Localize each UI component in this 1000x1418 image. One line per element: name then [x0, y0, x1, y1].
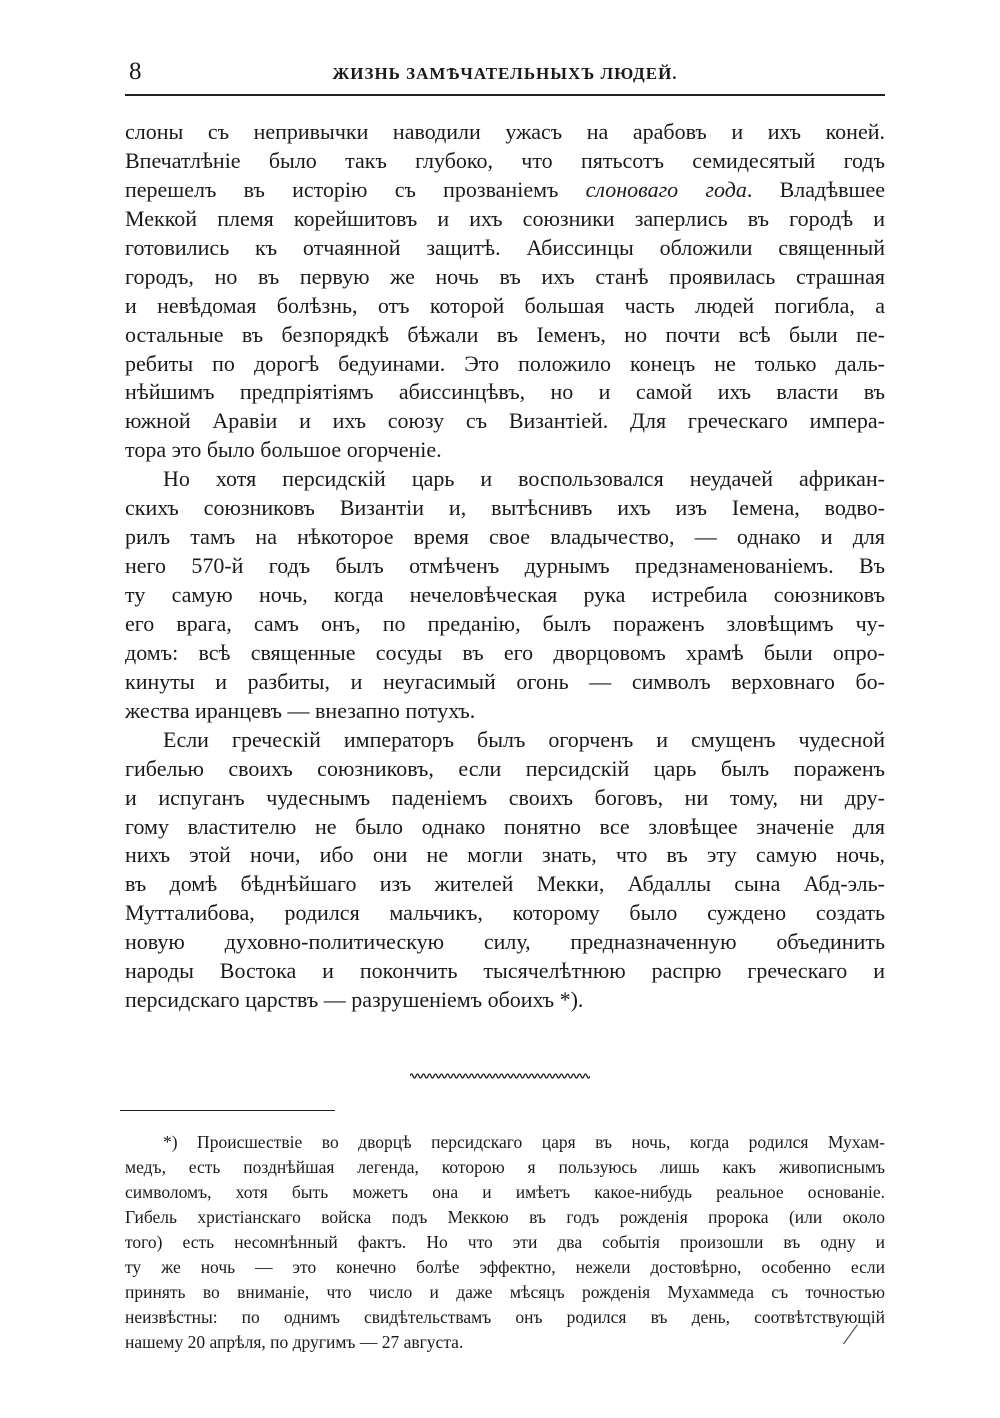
- text-segment: персидскаго царствъ — разрушеніемъ обоихъ *).: [125, 987, 584, 1013]
- text-segment: гому властителю не было однако понятно все зловѣщее значеніе для: [125, 813, 885, 839]
- main-text: [125, 118, 885, 1015]
- text-line: [125, 1230, 885, 1255]
- text-line: [125, 118, 885, 147]
- text-line: [125, 581, 885, 610]
- text-line: [125, 1180, 885, 1205]
- text-segment: символомъ, хотя быть можетъ она и имѣетъ какое-нибудь реальное основаніе.: [125, 1182, 885, 1202]
- text-line: [125, 899, 885, 928]
- text-segment: ребиты по дорогѣ бедуинами. Это положило конецъ не только даль-: [125, 350, 885, 376]
- text-segment: городъ, но въ первую же ночь въ ихъ станѣ проявилась страшная: [125, 263, 885, 289]
- text-segment: остальные въ безпорядкѣ бѣжали въ Іеменъ, но почти всѣ были пе-: [125, 321, 885, 347]
- text-segment: и испуганъ чудеснымъ паденіемъ своихъ боговъ, ни тому, ни дру-: [125, 784, 885, 810]
- text-segment: Но хотя персидскій царь и воспользовался неудачей африкан-: [163, 466, 885, 492]
- text-line: [125, 841, 885, 870]
- text-segment: медъ, есть позднѣйшая легенда, которою я пользуюсь лишь какъ живописнымъ: [125, 1157, 885, 1177]
- text-line: [125, 1255, 885, 1280]
- text-segment: жества иранцевъ — внезапно потухъ.: [125, 697, 476, 723]
- text-line: [125, 147, 885, 176]
- text-line: [125, 726, 885, 755]
- text-segment: новую духовно-политическую силу, предназначенную объединить: [125, 929, 885, 955]
- text-line: [125, 784, 885, 813]
- footnote-paragraph: [125, 1130, 885, 1355]
- running-title: ЖИЗНЬ ЗАМѢЧАТЕЛЬНЫХЪ ЛЮДЕЙ.: [332, 64, 678, 83]
- text-segment: народы Востока и покончить тысячелѣтнюю распрю греческаго и: [125, 958, 885, 984]
- text-segment: нихъ этой ночи, ибо они не могли знать, что въ эту самую ночь,: [125, 842, 885, 868]
- text-line: [125, 610, 885, 639]
- text-segment: скихъ союзниковъ Византіи и, вытѣснивъ ихъ изъ Іемена, водво-: [125, 495, 885, 521]
- text-segment: принять во вниманіе, что число и даже мѣсяцъ рожденія Мухаммеда съ точностью: [125, 1282, 885, 1302]
- text-segment: *) Происшествіе во дворцѣ персидскаго царя въ ночь, когда родился Мухам-: [163, 1132, 885, 1152]
- text-line: [125, 668, 885, 697]
- text-line: [125, 465, 885, 494]
- text-line: [125, 494, 885, 523]
- text-segment: того) есть несомнѣнный фактъ. Но что эти два событія произошли въ одну и: [125, 1232, 885, 1252]
- text-segment: рилъ тамъ на нѣкоторое время свое владычество, — однако и для: [125, 524, 885, 550]
- text-segment: тора это было большое огорченіе.: [125, 437, 442, 463]
- text-line: [125, 1155, 885, 1180]
- text-line: [125, 813, 885, 842]
- text-line: [125, 436, 885, 465]
- text-line: [125, 697, 885, 726]
- text-segment: нѣйшимъ предпріятіямъ абиссинцѣвъ, но и самой ихъ власти въ: [125, 379, 885, 405]
- text-line: [125, 176, 885, 205]
- italic-phrase: слоноваго года: [585, 176, 747, 202]
- text-line: [125, 870, 885, 899]
- text-line: [125, 350, 885, 379]
- text-line: [125, 1205, 885, 1230]
- text-line: [125, 205, 885, 234]
- text-line: [125, 755, 885, 784]
- text-segment: перешелъ въ исторію съ прозваніемъ: [125, 176, 586, 202]
- paragraph: [125, 465, 885, 725]
- text-segment: Впечатлѣніе было такъ глубоко, что пятьсотъ семидесятый годъ: [125, 147, 885, 173]
- running-header: [125, 58, 885, 96]
- text-segment: . Владѣвшее: [746, 176, 886, 202]
- text-line: [125, 639, 885, 668]
- text-segment: Мутталибова, родился мальчикъ, которому было суждено создать: [125, 900, 885, 926]
- text-segment: слоны съ непривычки наводили ужасъ на арабовъ и ихъ коней.: [125, 119, 885, 144]
- text-line: [125, 957, 885, 986]
- text-line: [125, 1130, 885, 1155]
- text-segment: южной Аравіи и ихъ союзу съ Византіей. Для греческаго импера-: [125, 408, 885, 434]
- text-line: [125, 986, 885, 1015]
- page-number: 8: [129, 58, 142, 85]
- text-line: [125, 1280, 885, 1305]
- text-line: [125, 1305, 885, 1330]
- text-segment: его врага, самъ онъ, по преданію, былъ пораженъ зловѣщимъ чу-: [125, 610, 885, 636]
- margin-pencil-mark: ⁄: [848, 1318, 854, 1351]
- text-segment: Если греческій императоръ былъ огорченъ и смущенъ чудесной: [163, 726, 885, 752]
- ornament-divider: [410, 1068, 590, 1084]
- text-segment: кинуты и разбиты, и неугасимый огонь — символъ верховнаго бо-: [125, 668, 885, 694]
- text-segment: нашему 20 апрѣля, по другимъ — 27 августа.: [125, 1332, 464, 1352]
- text-line: [125, 378, 885, 407]
- text-segment: ту самую ночь, когда нечеловѣческая рука истребила союзниковъ: [125, 582, 885, 607]
- text-line: [125, 321, 885, 350]
- text-line: [125, 1330, 885, 1355]
- text-segment: въ домѣ бѣднѣйшаго изъ жителей Мекки, Абдаллы сына Абд-эль-: [125, 871, 885, 897]
- text-segment: него 570-й годъ былъ отмѣченъ дурнымъ предзнаменованіемъ. Въ: [125, 553, 885, 579]
- text-line: [125, 552, 885, 581]
- text-segment: и невѣдомая болѣзнь, отъ которой большая часть людей погибла, а: [125, 292, 885, 318]
- text-line: [125, 292, 885, 321]
- paragraph: [125, 726, 885, 1015]
- text-segment: Меккой племя корейшитовъ и ихъ союзники заперлись въ городѣ и: [125, 205, 885, 231]
- text-segment: гибелью своихъ союзниковъ, если персидскій царь былъ пораженъ: [125, 755, 885, 781]
- text-segment: домъ: всѣ священные сосуды въ его дворцовомъ храмѣ были опро-: [125, 639, 885, 665]
- text-line: [125, 234, 885, 263]
- text-line: [125, 407, 885, 436]
- text-line: [125, 928, 885, 957]
- text-segment: ту же ночь — это конечно болѣе эффектно, нежели достовѣрно, особенно если: [125, 1257, 885, 1277]
- text-line: [125, 523, 885, 552]
- paragraph: [125, 118, 885, 465]
- footnote-rule: [120, 1110, 335, 1111]
- text-segment: Гибель христіанскаго войска подъ Меккою въ годъ рожденія пророка (или около: [125, 1207, 885, 1227]
- text-segment: неизвѣстны: по однимъ свидѣтельствамъ онъ родился въ день, соотвѣтствующій: [125, 1307, 885, 1327]
- text-line: [125, 263, 885, 292]
- footnote: [125, 1130, 885, 1355]
- text-segment: готовились къ отчаянной защитѣ. Абиссинцы обложили священный: [125, 234, 885, 260]
